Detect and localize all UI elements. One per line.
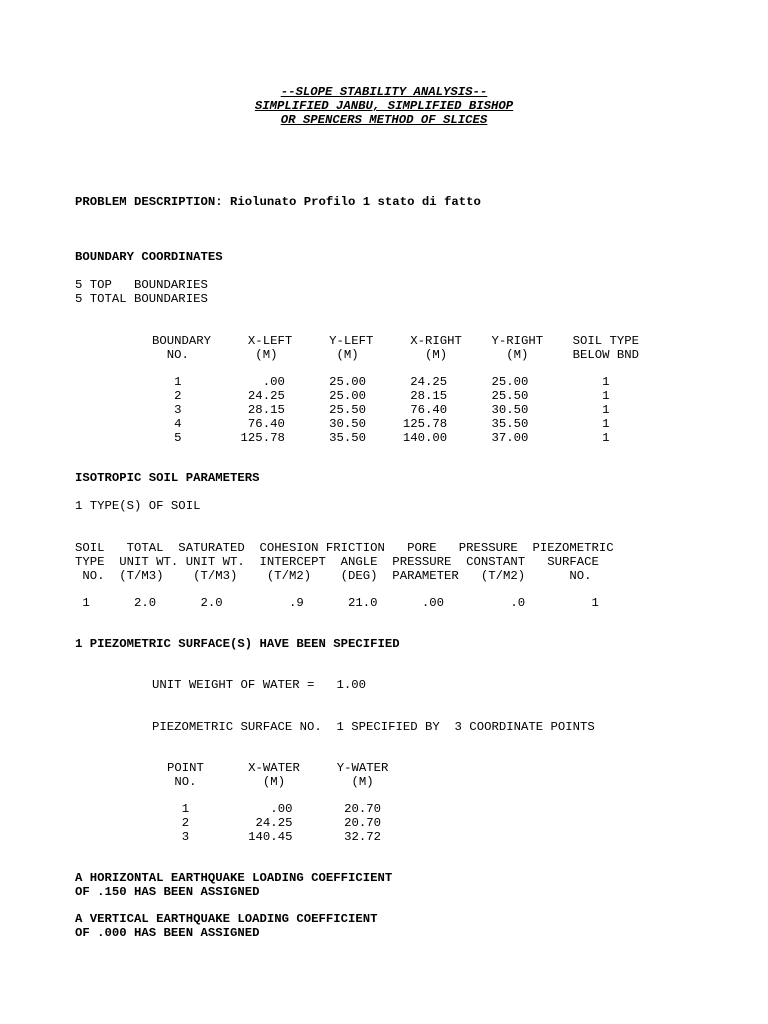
boundary-heading: BOUNDARY COORDINATES xyxy=(75,250,223,264)
problem-description: PROBLEM DESCRIPTION: Riolunato Profilo 1 stato di fatto xyxy=(75,195,481,209)
soil-heading: ISOTROPIC SOIL PARAMETERS xyxy=(75,471,260,485)
boundary-table-header-1: BOUNDARY X-LEFT Y-LEFT X-RIGHT Y-RIGHT SOIL TYPE xyxy=(152,334,640,348)
boundary-table-header-2: NO. (M) (M) (M) (M) BELOW BND xyxy=(152,348,640,362)
horizontal-quake-line-2: OF .150 HAS BEEN ASSIGNED xyxy=(75,885,260,899)
piezo-table-header-2: NO. (M) (M) xyxy=(167,775,374,789)
piezo-row: 2 24.25 20.70 xyxy=(167,816,382,830)
soil-type-count: 1 TYPE(S) OF SOIL xyxy=(75,499,201,513)
soil-table-header-3: NO. (T/M3) (T/M3) (T/M2) (DEG) PARAMETER (T/M2) NO. xyxy=(75,569,592,583)
vertical-quake-line-2: OF .000 HAS BEEN ASSIGNED xyxy=(75,926,260,940)
boundary-row: 2 24.25 25.00 28.15 25.50 1 xyxy=(152,389,610,403)
piezo-table-header-1: POINT X-WATER Y-WATER xyxy=(167,761,389,775)
horizontal-quake-line-1: A HORIZONTAL EARTHQUAKE LOADING COEFFICIENT xyxy=(75,871,393,885)
soil-table-header-1: SOIL TOTAL SATURATED COHESION FRICTION PORE PRESSURE PIEZOMETRIC xyxy=(75,541,614,555)
boundary-row: 3 28.15 25.50 76.40 30.50 1 xyxy=(152,403,610,417)
piezo-row: 3 140.45 32.72 xyxy=(167,830,382,844)
title-line-1: --SLOPE STABILITY ANALYSIS-- xyxy=(280,85,488,99)
unit-weight-water: UNIT WEIGHT OF WATER = 1.00 xyxy=(152,678,367,692)
boundary-row: 1 .00 25.00 24.25 25.00 1 xyxy=(152,375,610,389)
soil-table-header-2: TYPE UNIT WT. UNIT WT. INTERCEPT ANGLE PRESSURE CONSTANT SURFACE xyxy=(75,555,599,569)
title-line-2: SIMPLIFIED JANBU, SIMPLIFIED BISHOP xyxy=(254,99,514,113)
total-boundaries-count: 5 TOTAL BOUNDARIES xyxy=(75,292,208,306)
title-line-3: OR SPENCERS METHOD OF SLICES xyxy=(280,113,488,127)
piezometric-spec: PIEZOMETRIC SURFACE NO. 1 SPECIFIED BY 3 COORDINATE POINTS xyxy=(152,720,595,734)
vertical-quake-line-1: A VERTICAL EARTHQUAKE LOADING COEFFICIENT xyxy=(75,912,378,926)
piezometric-heading: 1 PIEZOMETRIC SURFACE(S) HAVE BEEN SPECIFIED xyxy=(75,637,400,651)
piezo-row: 1 .00 20.70 xyxy=(167,802,382,816)
top-boundaries-count: 5 TOP BOUNDARIES xyxy=(75,278,208,292)
boundary-row: 5 125.78 35.50 140.00 37.00 1 xyxy=(152,431,610,445)
soil-row: 1 2.0 2.0 .9 21.0 .00 .0 1 xyxy=(75,596,599,610)
boundary-row: 4 76.40 30.50 125.78 35.50 1 xyxy=(152,417,610,431)
